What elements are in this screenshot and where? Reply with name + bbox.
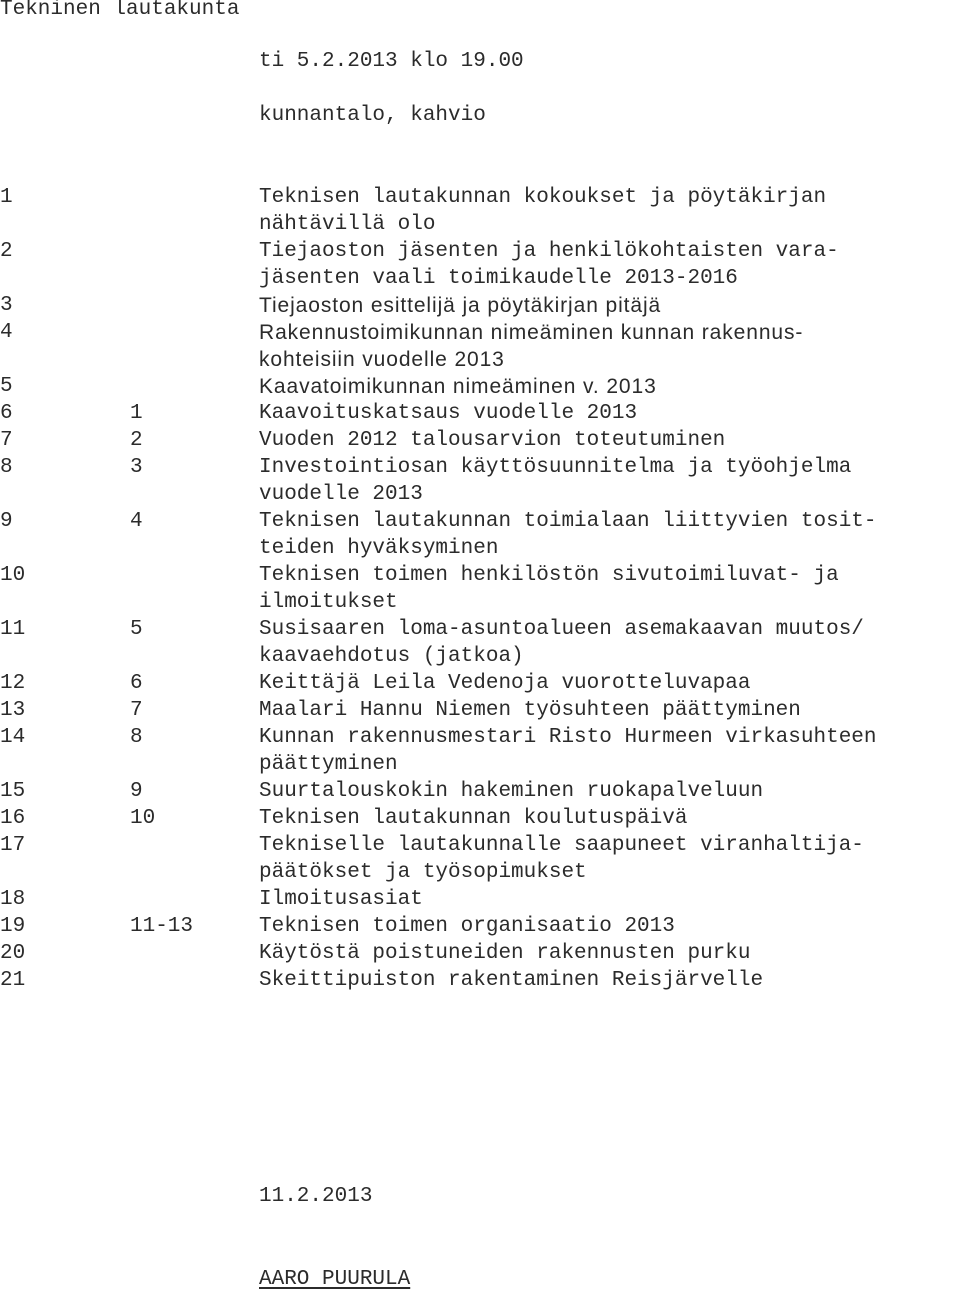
agenda-item-number: 21: [0, 969, 26, 992]
agenda-item-title-line: Käytöstä poistuneiden rakennusten purku: [259, 942, 751, 965]
agenda-item-title: [259, 400, 960, 427]
agenda-item-title-line: Suurtalouskokin hakeminen ruokapalveluun: [259, 780, 764, 803]
agenda-item-number: 13: [0, 699, 26, 722]
agenda-item: [0, 427, 960, 454]
agenda-item-title-line: päätökset ja työsopimukset: [259, 861, 587, 884]
agenda-item-title-line: Susisaaren loma-asuntoalueen asemakaavan muutos/: [259, 618, 864, 641]
agenda-item-title-line: ilmoitukset: [259, 591, 398, 614]
agenda-item: [0, 454, 960, 508]
agenda-item: [0, 373, 960, 400]
agenda-item-section: 7: [130, 699, 143, 722]
agenda-item-number: 8: [0, 456, 13, 479]
agenda-item-title-line: nähtävillä olo: [259, 213, 436, 236]
agenda-item-title-line: Kaavoituskatsaus vuodelle 2013: [259, 402, 638, 425]
agenda-item-title: [259, 697, 960, 724]
agenda-item-number: 10: [0, 564, 26, 587]
agenda-item-section: 4: [130, 510, 143, 533]
agenda-item-number: 9: [0, 510, 13, 533]
agenda-item-number: 19: [0, 915, 26, 938]
agenda-item: [0, 940, 960, 967]
agenda-item-title: [259, 724, 960, 778]
agenda-item-title-line: kohteisiin vuodelle 2013: [259, 348, 505, 371]
agenda-item: [0, 238, 960, 292]
agenda-item: [0, 805, 960, 832]
agenda-item: [0, 508, 960, 562]
agenda-item-number: 20: [0, 942, 26, 965]
agenda-item-section: 11-13: [130, 915, 194, 938]
agenda-item-number: 17: [0, 834, 26, 857]
agenda-item-number: 11: [0, 618, 26, 641]
agenda-item-title: [259, 238, 960, 292]
agenda-item-number: 4: [0, 321, 13, 344]
agenda-item-section: 5: [130, 618, 143, 641]
agenda-item-title: [259, 373, 960, 400]
agenda-item-title: [259, 832, 960, 886]
agenda-item-title-line: jäsenten vaali toimikaudelle 2013-2016: [259, 267, 738, 290]
agenda-item-title-line: Vuoden 2012 talousarvion toteutuminen: [259, 429, 726, 452]
agenda-item-number: 2: [0, 240, 13, 263]
agenda-item-title: [259, 670, 960, 697]
agenda-item-title-line: Tiejaoston jäsenten ja henkilökohtaisten vara-: [259, 240, 839, 263]
agenda-item-title-line: Investointiosan käyttösuunnitelma ja työohjelma: [259, 456, 852, 479]
agenda-item: [0, 832, 960, 886]
agenda-item-title: [259, 454, 960, 508]
agenda-item-title-line: Teknisen lautakunnan kokoukset ja pöytäkirjan: [259, 186, 827, 209]
agenda-item: [0, 967, 960, 994]
agenda-item: [0, 697, 960, 724]
agenda-item-number: 5: [0, 375, 13, 398]
agenda-item-title-line: Teknisen toimen henkilöstön sivutoimiluvat- ja: [259, 564, 839, 587]
agenda-item-number: 18: [0, 888, 26, 911]
agenda-item: [0, 778, 960, 805]
agenda-item-title: [259, 508, 960, 562]
agenda-item-number: 16: [0, 807, 26, 830]
agenda-item-title: [259, 562, 960, 616]
meeting-place: kunnantalo, kahvio: [259, 104, 486, 127]
agenda-item-number: 15: [0, 780, 26, 803]
agenda-list: [0, 184, 960, 994]
committee-title: Tekninen lautakunta: [0, 0, 240, 21]
agenda-item-number: 1: [0, 186, 13, 209]
agenda-item-number: 14: [0, 726, 26, 749]
agenda-item: [0, 724, 960, 778]
agenda-item-title-line: päättyminen: [259, 753, 398, 776]
agenda-item-title: [259, 778, 960, 805]
agenda-item-title: [259, 805, 960, 832]
agenda-item-title-line: teiden hyväksyminen: [259, 537, 499, 560]
agenda-item-number: 12: [0, 672, 26, 695]
agenda-item-title-line: Ilmoitusasiat: [259, 888, 423, 911]
agenda-item-number: 3: [0, 294, 13, 317]
agenda-item-title: [259, 967, 960, 994]
agenda-item-title: [259, 319, 960, 373]
agenda-item: [0, 886, 960, 913]
agenda-item: [0, 913, 960, 940]
agenda-item-number: 7: [0, 429, 13, 452]
agenda-item-title: [259, 184, 960, 238]
agenda-item-title-line: Kunnan rakennusmestari Risto Hurmeen virkasuhteen: [259, 726, 877, 749]
agenda-item-title-line: Rakennustoimikunnan nimeäminen kunnan rakennus-: [259, 321, 804, 344]
agenda-item-title-line: Tekniselle lautakunnalle saapuneet viranhaltija-: [259, 834, 864, 857]
agenda-item: [0, 562, 960, 616]
agenda-item: [0, 400, 960, 427]
signature-date: 11.2.2013: [259, 1185, 373, 1208]
agenda-item: [0, 319, 960, 373]
agenda-item-title: [259, 940, 960, 967]
agenda-item-section: 10: [130, 807, 156, 830]
agenda-item-title: [259, 886, 960, 913]
agenda-item-section: 6: [130, 672, 143, 695]
agenda-item-section: 8: [130, 726, 143, 749]
agenda-item: [0, 616, 960, 670]
agenda-item-title-line: Maalari Hannu Niemen työsuhteen päättyminen: [259, 699, 801, 722]
agenda-item-title: [259, 616, 960, 670]
signer-name: AARO PUURULA: [259, 1268, 411, 1291]
agenda-item-section: 3: [130, 456, 143, 479]
agenda-item-title-line: Skeittipuiston rakentaminen Reisjärvelle: [259, 969, 764, 992]
agenda-item-section: 2: [130, 429, 143, 452]
agenda-item-title-line: kaavaehdotus (jatkoa): [259, 645, 524, 668]
agenda-item-title-line: Kaavatoimikunnan nimeäminen v. 2013: [259, 375, 657, 398]
agenda-item-title: [259, 292, 960, 319]
agenda-item-title-line: Teknisen toimen organisaatio 2013: [259, 915, 675, 938]
agenda-item-title-line: Keittäjä Leila Vedenoja vuorotteluvapaa: [259, 672, 751, 695]
agenda-item: [0, 670, 960, 697]
agenda-item-number: 6: [0, 402, 13, 425]
agenda-item-section: 9: [130, 780, 143, 803]
agenda-item-title-line: Teknisen lautakunnan toimialaan liittyvien tosit-: [259, 510, 877, 533]
agenda-item-title-line: Tiejaoston esittelijä ja pöytäkirjan pitäjä: [259, 294, 662, 317]
agenda-item-section: 1: [130, 402, 143, 425]
meeting-datetime: ti 5.2.2013 klo 19.00: [259, 50, 524, 73]
agenda-item: [0, 292, 960, 319]
agenda-item-title-line: Teknisen lautakunnan koulutuspäivä: [259, 807, 688, 830]
agenda-item-title: [259, 427, 960, 454]
agenda-item-title: [259, 913, 960, 940]
agenda-item-title-line: vuodelle 2013: [259, 483, 423, 506]
agenda-item: [0, 184, 960, 238]
